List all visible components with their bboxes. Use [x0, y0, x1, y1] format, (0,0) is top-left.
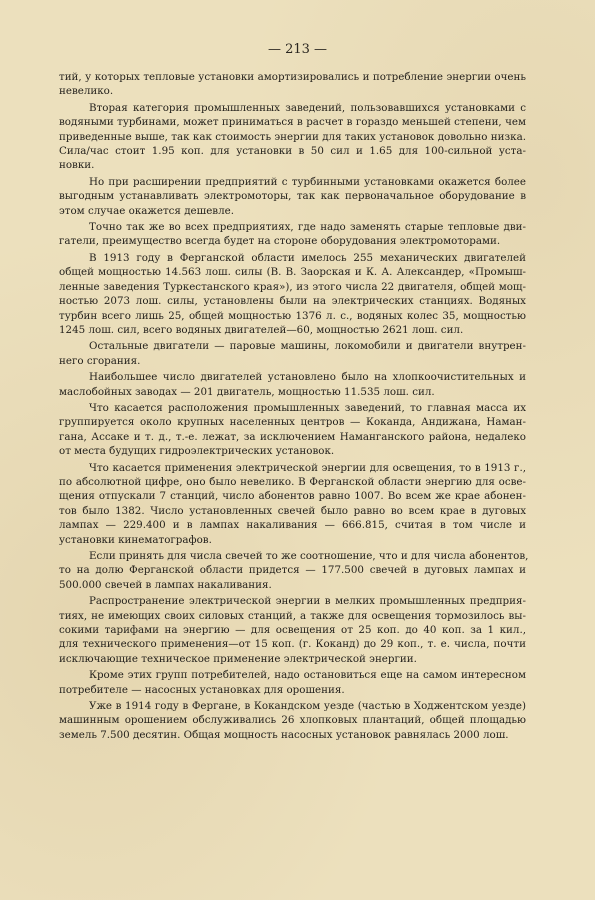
text-line: приведенные выше, так как стоимость энергии для таких установок довольно низка.	[59, 130, 526, 143]
text-line: Распространение электрической энергии в мелких промышленных предприя-	[89, 595, 526, 608]
text-line: группируется около крупных населенных центров — Коканда, Андижана, Наман-	[59, 416, 526, 429]
text-line: щения отпускали 7 станций, число абонентов равно 1007. Во всем же крае абонен-	[59, 490, 526, 503]
text-line: Но при расширении предприятий с турбинными установками окажется более	[89, 175, 526, 188]
text-line: Что касается расположения промышленных заведений, то главная масса их	[89, 401, 526, 414]
text-line: новки.	[59, 159, 95, 172]
text-line: выгодным устанавливать электромоторы, так как первоначальное оборудование в	[59, 190, 526, 203]
paragraph	[59, 401, 526, 459]
text-line: сокими тарифами на энергию — для освещения от 25 коп. до 40 коп. за 1 кил.,	[59, 624, 526, 637]
page-body-text	[59, 70, 529, 744]
text-line: тий, у которых тепловые установки амортизировались и потребление энергии очень	[59, 71, 526, 83]
text-line: него сгорания.	[59, 354, 141, 367]
text-line: земель 7.500 десятин. Общая мощность насосных установок равнялась 2000 лош.	[59, 728, 509, 741]
text-line: потребителе — насосных установках для орошения.	[59, 683, 345, 696]
text-line: Вторая категория промышленных заведений, пользовавшихся установками с	[89, 101, 526, 114]
text-line: невелико.	[59, 85, 114, 98]
text-line: Сила/час стоит 1.95 коп. для установки в 50 сил и 1.65 для 100-сильной уста-	[59, 145, 526, 158]
text-line: Точно так же во всех предприятиях, где надо заменять старые тепловые дви-	[89, 221, 526, 234]
paragraph	[59, 175, 526, 218]
paragraph	[59, 549, 529, 592]
paragraph	[59, 461, 526, 547]
text-line: ленные заведения Туркестанского края»), из этого числа 22 двигателя, общей мощ-	[59, 280, 526, 293]
text-line: турбин всего лишь 25, общей мощностью 1376 л. с., водяных колес 35, мощностью	[59, 309, 526, 322]
text-line: Остальные двигатели — паровые машины, локомобили и двигатели внутрен-	[89, 340, 526, 353]
text-line: 500.000 свечей в лампах накаливания.	[59, 578, 272, 591]
text-line: Уже в 1914 году в Фергане, в Кокандском уезде (частью в Ходжентском уезде)	[89, 700, 526, 713]
paragraph	[59, 594, 526, 666]
text-line: маслобойных заводах — 201 двигатель, мощностью 11.535 лош. сил.	[59, 385, 435, 398]
text-line: Что касается применения электрической энергии для освещения, то в 1913 г.,	[89, 461, 526, 474]
text-line: Наибольшее число двигателей установлено было на хлопкоочистительных и	[89, 371, 526, 384]
text-line: от места будущих гидроэлектрических установок.	[59, 445, 335, 458]
paragraph	[59, 101, 526, 173]
text-line: то на долю Ферганской области придется — 177.500 свечей в дуговых лампах и	[59, 564, 526, 577]
paragraph	[59, 70, 526, 99]
paragraph	[59, 668, 526, 697]
text-line: Кроме этих групп потребителей, надо остановиться еще на самом интересном	[89, 669, 526, 682]
paragraph	[59, 699, 526, 742]
paragraph	[59, 339, 526, 368]
text-line: машинным орошением обслуживались 26 хлопковых плантаций, общей площадью	[59, 714, 526, 727]
text-line: гана, Ассаке и т. д., т.-е. лежат, за исключением Наманганского района, недалеко	[59, 430, 526, 443]
text-line: общей мощностью 14.563 лош. силы (В. В. Заорская и К. А. Александер, «Промыш-	[59, 266, 526, 279]
text-line: гатели, преимущество всегда будет на стороне оборудования электромоторами.	[59, 235, 501, 248]
page-number: — 213 —	[267, 42, 328, 57]
text-line: по абсолютной цифре, оно было невелико. В Ферганской области энергию для осве-	[59, 475, 526, 488]
text-line: Если принять для числа свечей то же соотношение, что и для числа абонентов,	[89, 550, 529, 562]
text-line: водяными турбинами, может приниматься в расчет в гораздо меньшей степени, чем	[59, 116, 526, 129]
text-line: для технического применения—от 15 коп. (г. Коканд) до 29 коп., т. е. числа, почти	[59, 638, 526, 651]
text-line: ностью 2073 лош. силы, установлены были на электрических станциях. Водяных	[59, 295, 526, 308]
text-line: В 1913 году в Ферганской области имелось 255 механических двигателей	[89, 251, 526, 264]
paragraph	[59, 251, 526, 337]
text-line: установки кинематографов.	[59, 533, 212, 546]
paragraph	[59, 220, 526, 249]
text-line: лампах — 229.400 и в лампах накаливания — 666.815, считая в том числе и	[59, 519, 526, 532]
text-line: исключающие техническое применение электрической энергии.	[59, 652, 417, 665]
paragraph	[59, 370, 526, 399]
text-line: 1245 лош. сил, всего водяных двигателей—60, мощностью 2621 лош. сил.	[59, 323, 464, 336]
text-line: этом случае окажется дешевле.	[59, 204, 235, 217]
text-line: тиях, не имеющих своих силовых станций, а также для освещения тормозилось вы-	[59, 609, 526, 622]
text-line: тов было 1382. Число установленных свечей было равно во всем крае в дуговых	[59, 504, 526, 517]
